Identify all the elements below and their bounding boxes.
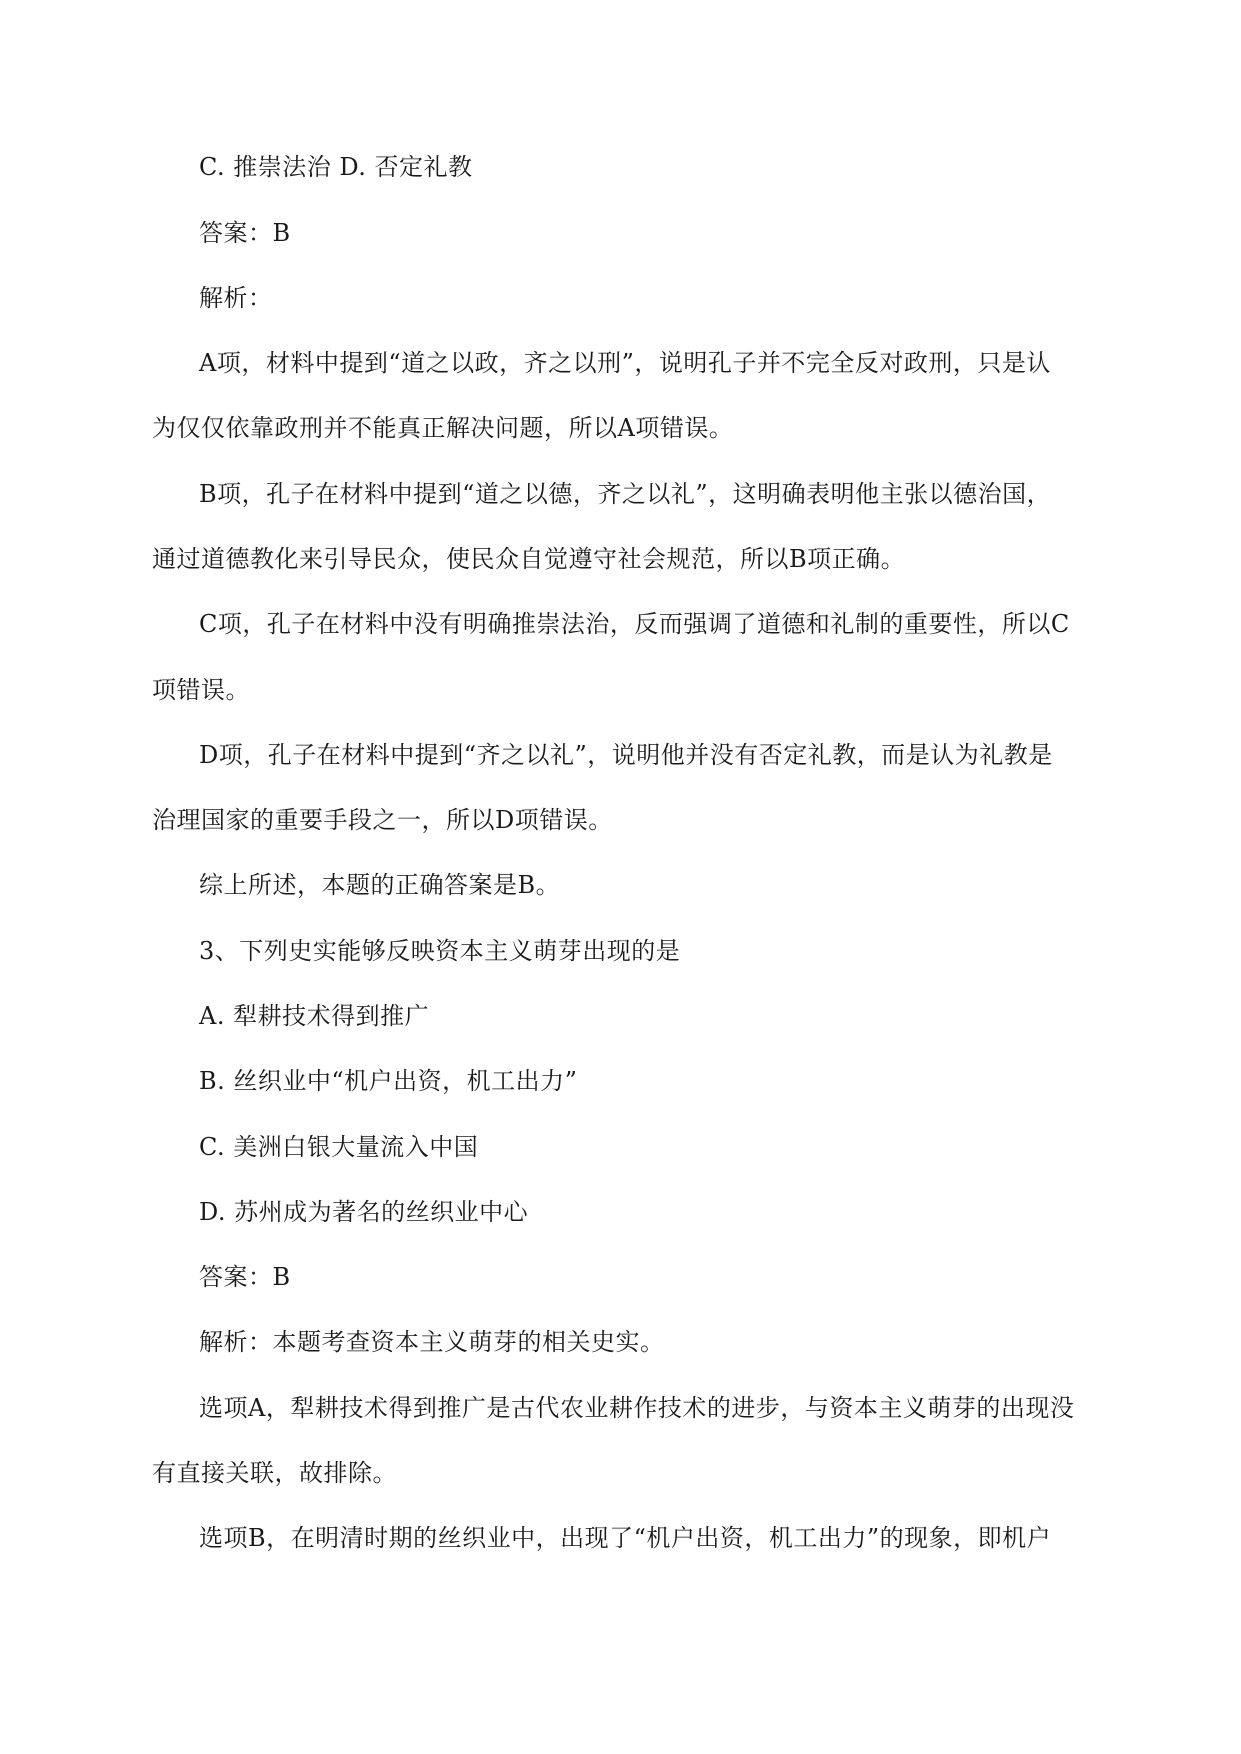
q2-analysis-d-line1: D项，孔子在材料中提到“齐之以礼”，说明他并没有否定礼教，而是认为礼教是 — [199, 741, 1053, 769]
q2-analysis-heading: 解析： — [199, 284, 273, 312]
q3-analysis-b-line1: 选项B，在明清时期的丝织业中，出现了“机户出资，机工出力”的现象，即机户 — [199, 1524, 1052, 1552]
q3-option-d: D. 苏州成为著名的丝织业中心 — [199, 1198, 529, 1226]
q3-option-a: A. 犁耕技术得到推广 — [199, 1002, 430, 1030]
q3-option-c: C. 美洲白银大量流入中国 — [199, 1133, 479, 1161]
q2-analysis-d-line2: 治理国家的重要手段之一，所以D项错误。 — [152, 806, 613, 834]
q3-question: 3、下列史实能够反映资本主义萌芽出现的是 — [199, 937, 681, 965]
q2-analysis-b-line1: B项，孔子在材料中提到“道之以德，齐之以礼”，这明确表明他主张以德治国， — [199, 480, 1052, 508]
q2-analysis-b-line2: 通过道德教化来引导民众，使民众自觉遵守社会规范，所以B项正确。 — [152, 545, 906, 573]
q3-analysis-a-line1: 选项A，犁耕技术得到推广是古代农业耕作技术的进步，与资本主义萌芽的出现没 — [199, 1394, 1075, 1422]
q2-analysis-c-line2: 项错误。 — [152, 676, 250, 704]
q2-conclusion: 综上所述，本题的正确答案是B。 — [199, 871, 561, 899]
q3-option-b: B. 丝织业中“机户出资，机工出力” — [199, 1067, 578, 1095]
q2-analysis-c-line1: C项，孔子在材料中没有明确推崇法治，反而强调了道德和礼制的重要性，所以C — [199, 610, 1070, 638]
q2-options-c-d: C. 推崇法治 D. 否定礼教 — [199, 153, 473, 181]
q3-answer: 答案：B — [199, 1263, 291, 1291]
q3-analysis-a-line2: 有直接关联，故排除。 — [152, 1459, 397, 1487]
q2-answer: 答案：B — [199, 219, 291, 247]
q2-analysis-a-line2: 为仅仅依靠政刑并不能真正解决问题，所以A项错误。 — [152, 414, 734, 442]
q3-analysis-intro: 解析：本题考查资本主义萌芽的相关史实。 — [199, 1328, 665, 1356]
q2-analysis-a-line1: A项，材料中提到“道之以政，齐之以刑”，说明孔子并不完全反对政刑，只是认 — [199, 349, 1051, 377]
